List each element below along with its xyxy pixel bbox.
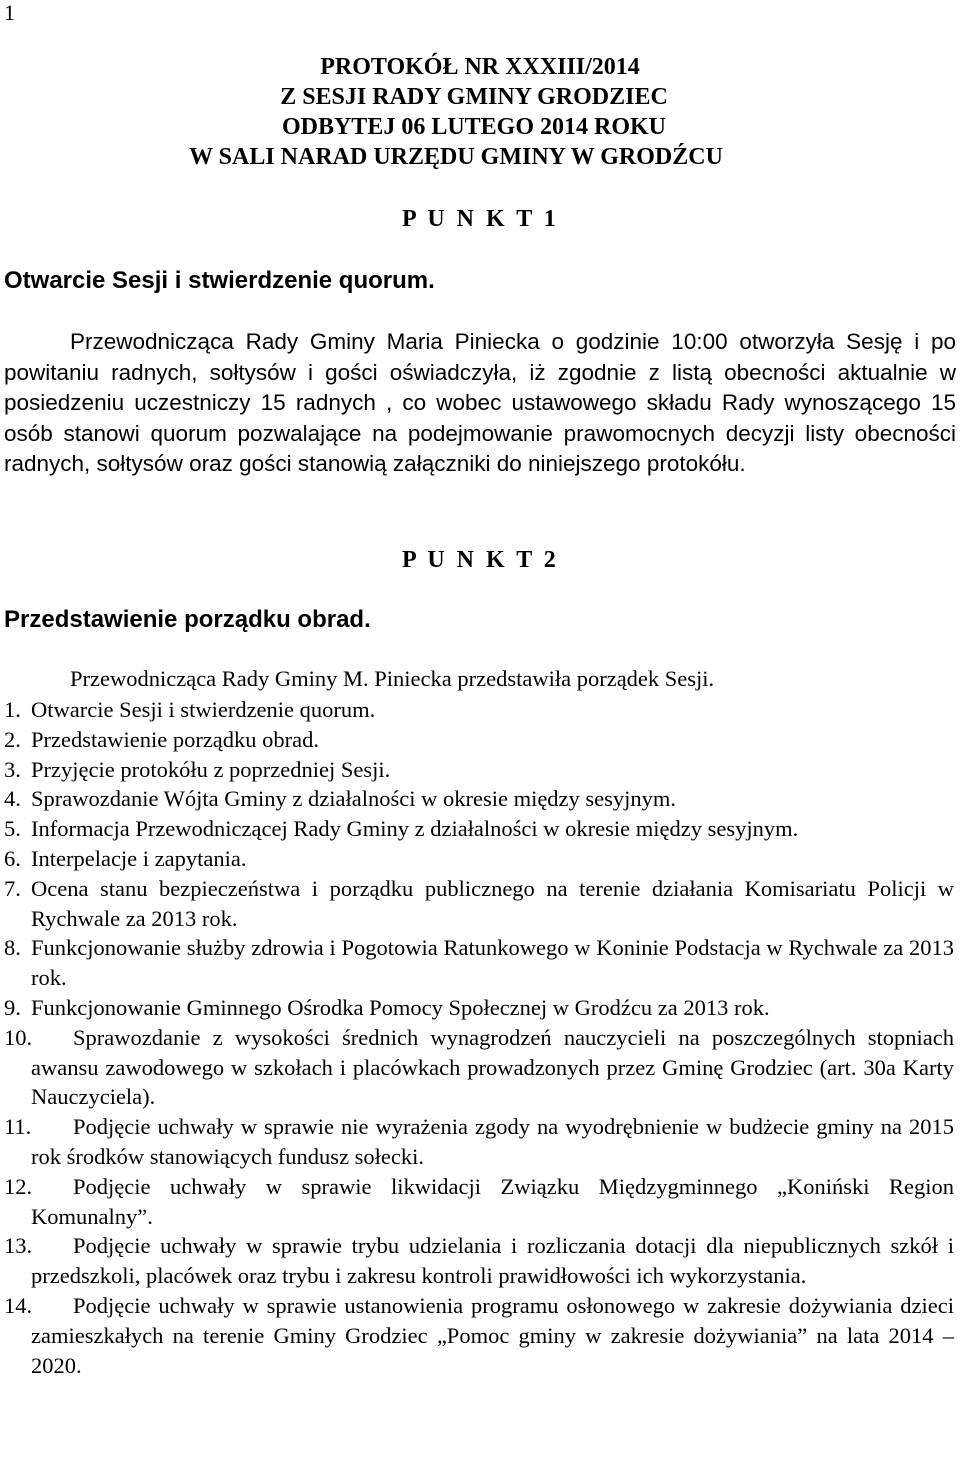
punkt-1-label: P U N K T 1 [402, 206, 559, 232]
agenda-item-number: 14. [4, 1292, 33, 1318]
agenda-item-text: Przyjęcie protokółu z poprzedniej Sesji. [31, 756, 391, 782]
agenda-item [0, 993, 954, 1023]
agenda-item [0, 1231, 954, 1291]
agenda-item-text: Przedstawienie porządku obrad. [31, 726, 320, 752]
agenda-item-text: Funkcjonowanie Gminnego Ośrodka Pomocy Społecznej w Grodźcu za 2013 rok. [31, 994, 770, 1020]
agenda-item-text: Interpelacje i zapytania. [31, 845, 247, 871]
agenda-item-text: Podjęcie uchwały w sprawie ustanowienia programu osłonowego w zakresie dożywiania dzieci zamieszkałych na terenie Gminy Grodziec „Pomoc gminy w zakresie dożywiania” na lata 2014 – 2020. [31, 1292, 954, 1378]
agenda-item-text: Funkcjonowanie służby zdrowia i Pogotowia Ratunkowego w Koninie Podstacja w Rychwale za 2013 rok. [31, 935, 954, 991]
agenda-item [0, 1291, 954, 1380]
agenda-item-number: 7. [4, 875, 21, 901]
agenda-item-text: Ocena stanu bezpieczeństwa i porządku publicznego na terenie działania Komisariatu Policji w Rychwale za 2013 rok. [31, 875, 954, 931]
title-line: ODBYTEJ 06 LUTEGO 2014 ROKU [281, 114, 667, 140]
agenda-item-number: 5. [4, 816, 21, 842]
agenda-item-number: 6. [4, 845, 21, 871]
agenda-item [0, 814, 954, 844]
agenda-item-number: 1. [4, 697, 21, 722]
agenda-item-number: 4. [4, 786, 21, 812]
agenda-item [0, 844, 954, 874]
page-number: 1 [4, 0, 15, 25]
punkt-1-heading: Otwarcie Sesji i stwierdzenie quorum. [4, 267, 435, 294]
punkt-2-label: P U N K T 2 [402, 547, 559, 573]
title-line: PROTOKÓŁ NR XXXIII/2014 [320, 54, 640, 80]
punkt-1-paragraph [4, 327, 956, 480]
agenda-item-text: Podjęcie uchwały w sprawie likwidacji Związku Międzygminnego „Koniński Region Komunalny”. [31, 1173, 954, 1229]
agenda-item-text: Sprawozdanie Wójta Gminy z działalności w okresie między sesyjnym. [31, 786, 677, 812]
title-line: W SALI NARAD URZĘDU GMINY W GRODŹCU [189, 144, 723, 170]
punkt-1-paragraph-text: Przewodnicząca Rady Gminy Maria Piniecka o godzinie 10:00 otworzyła Sesję i po powitaniu radnych, sołtysów i gości oświadczyła, iż zgodnie z listą obecności aktualnie w posiedzeniu uczestniczy 15 radnych , co wobec ustawowego składu Rady wynoszącego 15 osób stanowi quorum pozwalające na podejmowanie prawomocnych decyzji listy obecności radnych, sołtysów oraz gości stanowią załączniki do niniejszego protokółu. [4, 329, 956, 476]
agenda-item-number: 8. [4, 935, 21, 961]
agenda-item-number: 11. [4, 1114, 32, 1140]
document-title [0, 52, 960, 172]
punkt-2-heading: Przedstawienie porządku obrad. [4, 606, 371, 633]
agenda-item [0, 933, 954, 993]
agenda-item [0, 1023, 954, 1112]
agenda-item-number: 9. [4, 994, 21, 1020]
agenda-item-number: 10. [4, 1024, 33, 1050]
agenda-item [0, 1172, 954, 1232]
agenda-item [0, 784, 954, 814]
agenda-item [0, 874, 954, 934]
agenda-item [0, 1112, 954, 1172]
agenda-item-text: Sprawozdanie z wysokości średnich wynagrodzeń nauczycieli na poszczególnych stopniach awansu zawodowego w szkołach i placówkach prowadzonych przez Gminę Grodziec (art. 30a Karty Nauczyciela). [31, 1024, 954, 1110]
agenda-item-text: Podjęcie uchwały w sprawie nie wyrażenia zgody na wyodrębnienie w budżecie gminy na 2015 rok środków stanowiących fundusz sołecki. [31, 1114, 954, 1169]
agenda-item-text: Informacja Przewodniczącej Rady Gminy z działalności w okresie między sesyjnym. [31, 816, 799, 842]
agenda-item-number: 2. [4, 726, 21, 752]
agenda-item-text: Podjęcie uchwały w sprawie trybu udzielania i rozliczania dotacji dla niepublicznych szkół i przedszkoli, placówek oraz trybu i zakresu kontroli prawidłowości ich wykorzystania. [31, 1233, 954, 1289]
title-line: Z SESJI RADY GMINY GRODZIEC [280, 84, 668, 110]
agenda-item [0, 725, 954, 755]
agenda-list [0, 695, 954, 1380]
agenda-intro: Przewodnicząca Rady Gminy M. Piniecka przedstawiła porządek Sesji. [70, 666, 715, 691]
agenda-item-number: 12. [4, 1173, 33, 1199]
agenda-item-text: Otwarcie Sesji i stwierdzenie quorum. [31, 697, 376, 722]
agenda-item [0, 755, 954, 785]
agenda-item-number: 13. [4, 1233, 33, 1259]
agenda-item [0, 695, 954, 725]
agenda-item-number: 3. [4, 756, 21, 782]
